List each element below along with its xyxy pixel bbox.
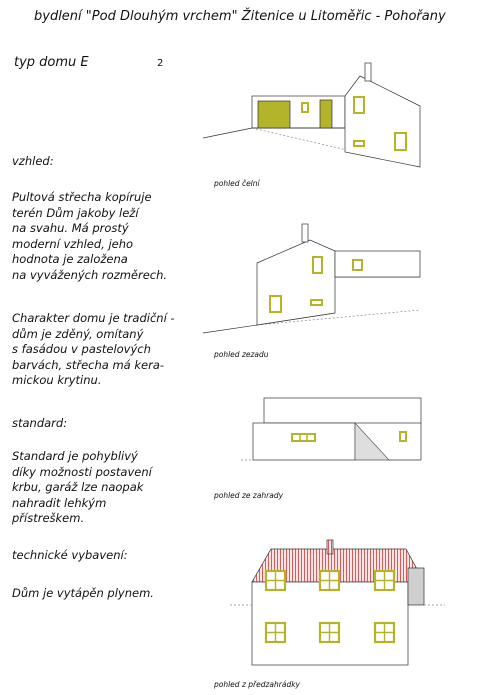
text-line: Pultová střecha kopíruje [12, 190, 152, 204]
front-garden-elevation [230, 540, 445, 665]
garden-elevation [241, 398, 421, 460]
text-line: Dům je vytápěn plynem. [12, 586, 154, 600]
terrain-line [203, 128, 252, 138]
page-number: 2 [157, 58, 164, 69]
text-line: přístreškem. [12, 511, 85, 525]
chimney [327, 540, 333, 554]
text-line: barvách, střecha má kera- [12, 357, 165, 372]
front-elevation [203, 63, 420, 167]
text-line: hodnota je založena [12, 252, 128, 266]
terrain-slope [355, 423, 389, 460]
text-line: Standard je pohyblivý [12, 449, 138, 463]
text-line: na vyvážených rozměrech. [12, 267, 168, 282]
garage-side [408, 568, 424, 605]
caption-front-garden-view: pohled z předzahrádky [214, 680, 300, 689]
text-line: Charakter domu je tradiční - [12, 311, 175, 325]
text-line: díky možnosti postavení [12, 464, 152, 479]
entrance-door [320, 100, 332, 128]
upper-volume [264, 398, 421, 423]
text-line: krbu, garáž lze naopak [12, 480, 144, 494]
chimney [365, 63, 371, 81]
tech-heading: technické vybavení: [12, 548, 128, 562]
window [400, 432, 406, 441]
window [302, 103, 308, 112]
text-line: mickou krytinu. [12, 373, 102, 387]
text-line: na svahu. Má prostý [12, 221, 129, 235]
terrain-line [203, 325, 257, 333]
main-house-body [257, 240, 335, 325]
caption-front-view: pohled čelní [214, 179, 260, 188]
garage-door [258, 101, 290, 128]
standard-heading: standard: [12, 416, 68, 430]
page-title: bydlení "Pod Dlouhým vrchem" Žitenice u Litoměřic - Pohořany [34, 9, 446, 24]
text-line: moderní vzhled, jeho [12, 236, 134, 251]
house-type-label: typ domu E [14, 55, 89, 70]
rear-elevation [203, 224, 420, 333]
chimney [302, 224, 308, 242]
text-line: s fasádou v pastelových [12, 342, 151, 356]
text-line: terén Dům jakoby leží [12, 205, 139, 220]
vzhled-heading: vzhled: [12, 154, 54, 168]
caption-garden-view: pohled ze zahrady [214, 491, 284, 500]
text-line: nahradit lehkým [12, 495, 107, 510]
text-line: dům je zděný, omítaný [12, 326, 144, 341]
main-house-body [345, 76, 420, 167]
garage-wing [335, 251, 420, 277]
caption-rear-view: pohled zezadu [214, 350, 269, 359]
